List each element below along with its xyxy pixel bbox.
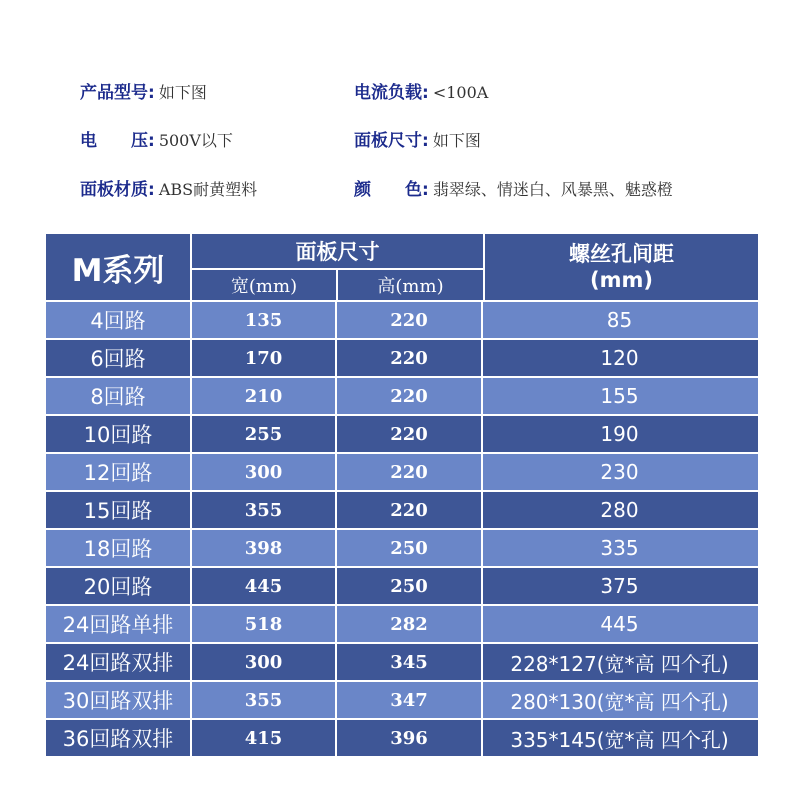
hole-spacing-cell: 155 — [600, 384, 639, 408]
height-cell: 220 — [337, 340, 483, 376]
spec-label: 产品型号: — [80, 83, 155, 103]
width-cell: 355 — [192, 682, 337, 718]
circuit-cell: 18回路 — [46, 530, 192, 566]
table-row — [46, 454, 758, 492]
table-row — [46, 606, 758, 644]
circuit-cell: 36回路双排 — [46, 720, 192, 756]
panel-size-header — [192, 234, 485, 300]
width-cell: 255 — [192, 416, 337, 452]
spec-color — [354, 175, 673, 200]
table-row — [46, 492, 758, 530]
width-header: 宽(mm) — [192, 270, 338, 300]
circuit-cell: 20回路 — [46, 568, 192, 604]
circuit-cell: 10回路 — [46, 416, 192, 452]
height-cell: 220 — [337, 378, 483, 414]
height-cell: 250 — [337, 568, 483, 604]
spec-material — [80, 175, 257, 200]
spec-current — [354, 78, 488, 103]
spec-value: <100A — [432, 83, 489, 102]
height-cell: 345 — [337, 644, 483, 680]
hole-spacing-title: 螺丝孔间距 — [569, 242, 674, 266]
height-cell: 220 — [337, 416, 483, 452]
hole-spacing-cell: 335*145(宽*高 四个孔) — [510, 727, 729, 752]
spec-label: 电 压: — [80, 131, 155, 151]
width-cell: 355 — [192, 492, 337, 528]
table-row — [46, 568, 758, 606]
width-cell: 170 — [192, 340, 337, 376]
hole-spacing-cell: 85 — [606, 308, 633, 332]
height-cell: 347 — [337, 682, 483, 718]
height-cell: 220 — [337, 492, 483, 528]
hole-spacing-cell: 375 — [600, 574, 639, 598]
circuit-cell: 6回路 — [46, 340, 192, 376]
spec-panel-size — [354, 126, 481, 151]
spec-list — [0, 0, 800, 220]
hole-spacing-cell: 190 — [600, 422, 639, 446]
width-cell: 415 — [192, 720, 337, 756]
spec-label: 面板材质: — [80, 180, 155, 200]
circuit-cell: 12回路 — [46, 454, 192, 490]
table-row — [46, 644, 758, 682]
hole-spacing-unit: (mm) — [590, 268, 653, 292]
table-row — [46, 302, 758, 340]
spec-value: 如下图 — [158, 83, 207, 102]
spec-value: 翡翠绿、情迷白、风暴黑、魅惑橙 — [432, 180, 673, 199]
table-row — [46, 416, 758, 454]
hole-spacing-cell: 335 — [600, 536, 639, 560]
width-cell: 135 — [192, 302, 337, 338]
hole-spacing-cell: 445 — [600, 612, 639, 636]
spec-label: 颜 色: — [354, 180, 429, 200]
height-cell: 250 — [337, 530, 483, 566]
width-cell: 518 — [192, 606, 337, 642]
table-body — [46, 302, 758, 758]
hole-spacing-cell: 228*127(宽*高 四个孔) — [510, 651, 729, 676]
spec-value: 500V以下 — [158, 131, 233, 150]
hole-spacing-cell: 280 — [600, 498, 639, 522]
width-cell: 398 — [192, 530, 337, 566]
table-header — [46, 234, 758, 302]
spec-model — [80, 78, 207, 103]
circuit-cell: 8回路 — [46, 378, 192, 414]
panel-size-title: 面板尺寸 — [192, 234, 483, 270]
spec-label: 电流负载: — [354, 83, 429, 103]
spec-voltage — [80, 126, 233, 151]
hole-spacing-cell: 120 — [600, 346, 639, 370]
width-cell: 445 — [192, 568, 337, 604]
width-cell: 300 — [192, 454, 337, 490]
width-cell: 300 — [192, 644, 337, 680]
height-header: 高(mm) — [377, 276, 444, 297]
hole-spacing-header — [485, 234, 758, 300]
spec-value: ABS耐黄塑料 — [158, 180, 258, 199]
circuit-cell: 30回路双排 — [46, 682, 192, 718]
table-row — [46, 682, 758, 720]
spec-value: 如下图 — [432, 131, 481, 150]
circuit-cell: 15回路 — [46, 492, 192, 528]
spec-label: 面板尺寸: — [354, 131, 429, 151]
hole-spacing-cell: 230 — [600, 460, 639, 484]
table-row — [46, 530, 758, 568]
circuit-cell: 24回路双排 — [46, 644, 192, 680]
hole-spacing-cell: 280*130(宽*高 四个孔) — [510, 689, 729, 714]
size-table — [46, 234, 758, 758]
height-cell: 220 — [337, 454, 483, 490]
series-header: M系列 — [46, 234, 192, 300]
height-cell: 220 — [337, 302, 483, 338]
circuit-cell: 24回路单排 — [46, 606, 192, 642]
circuit-cell: 4回路 — [46, 302, 192, 338]
table-row — [46, 340, 758, 378]
table-row — [46, 378, 758, 416]
height-cell: 282 — [337, 606, 483, 642]
height-cell: 396 — [337, 720, 483, 756]
table-row — [46, 720, 758, 758]
width-cell: 210 — [192, 378, 337, 414]
